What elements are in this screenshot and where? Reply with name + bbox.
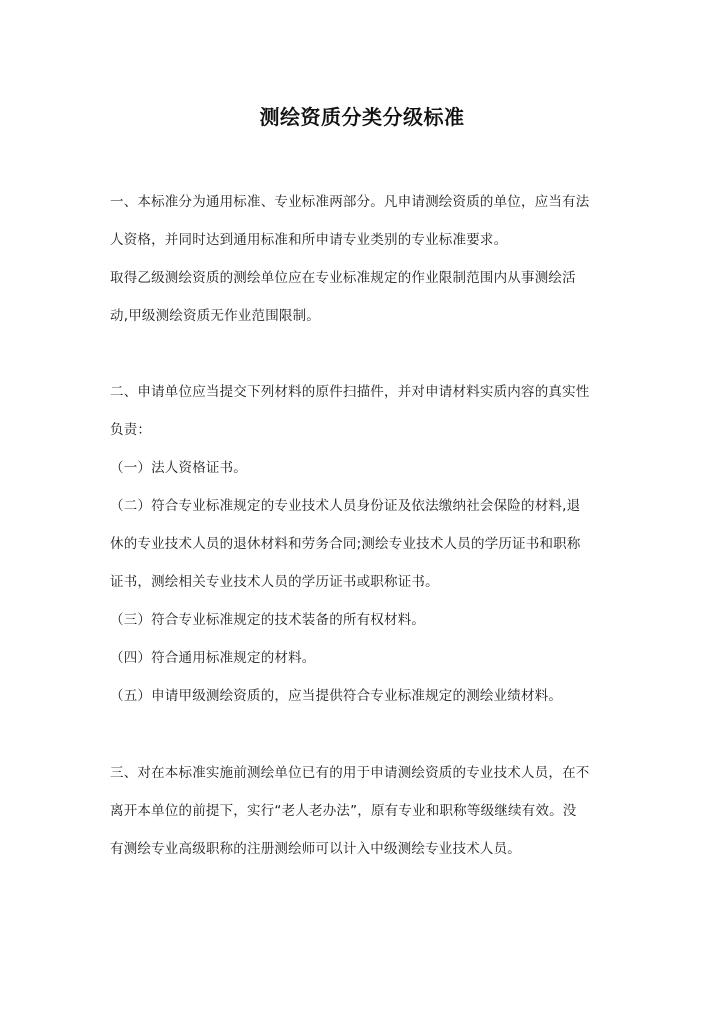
section2-item3: （三）符合专业标准规定的技术装备的所有权材料。 bbox=[110, 612, 426, 628]
section2-item2-line3: 证书，测绘相关专业技术人员的学历证书或职称证书。 bbox=[110, 574, 439, 590]
section2-item4: （四）符合通用标准规定的材料。 bbox=[110, 650, 316, 666]
section3-line1: 三、对在本标准实施前测绘单位已有的用于申请测绘资质的专业技术人员，在不 bbox=[110, 765, 590, 781]
section3-line3: 有测绘专业高级职称的注册测绘师可以计入中级测绘专业技术人员。 bbox=[110, 841, 521, 857]
section1-line4: 动,甲级测绘资质无作业范围限制。 bbox=[110, 308, 320, 324]
section1-line2: 人资格，并同时达到通用标准和所申请专业类别的专业标准要求。 bbox=[110, 232, 508, 248]
section2-item5: （五）申请甲级测绘资质的，应当提供符合专业标准规定的测绘业绩材料。 bbox=[110, 688, 563, 704]
section2-item1: （一）法人资格证书。 bbox=[110, 460, 247, 476]
section2-line2: 负责： bbox=[110, 422, 152, 438]
section2-item2-line1: （二）符合专业标准规定的专业技术人员身份证及依法缴纳社会保险的材料,退 bbox=[110, 498, 581, 514]
section1-line3: 取得乙级测绘资质的测绘单位应在专业标准规定的作业限制范围内从事测绘活 bbox=[110, 270, 576, 286]
section2-line1: 二、申请单位应当提交下列材料的原件扫描件，并对申请材料实质内容的真实性 bbox=[110, 384, 590, 400]
section1-line1: 一、本标准分为通用标准、专业标准两部分。凡申请测绘资质的单位，应当有法 bbox=[110, 194, 590, 210]
section2-item2-line2: 休的专业技术人员的退休材料和劳务合同;测绘专业技术人员的学历证书和职称 bbox=[110, 536, 581, 552]
section3-line2: 离开本单位的前提下，实行“老人老办法”，原有专业和职称等级继续有效。没 bbox=[110, 803, 577, 819]
document-title: 测绘资质分类分级标准 bbox=[259, 105, 465, 129]
